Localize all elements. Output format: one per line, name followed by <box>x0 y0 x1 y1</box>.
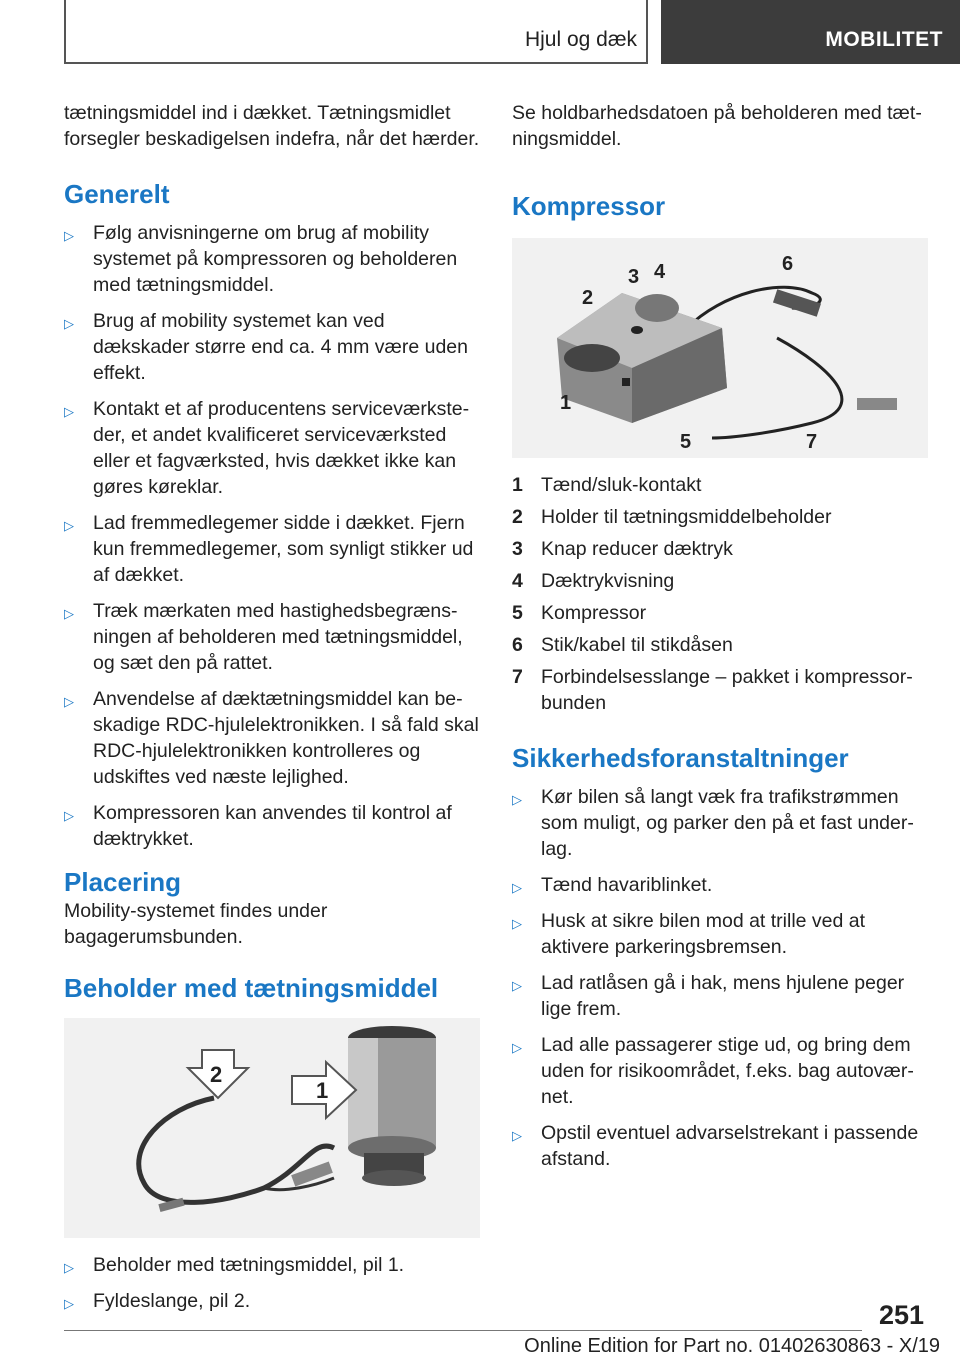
list-item: 3 Knap reducer dæktryk <box>512 538 733 560</box>
right-intro-text: Se holdbarhedsdatoen på beholderen med tætningsmiddel. <box>512 102 922 150</box>
list-item: 5 Kompressor <box>512 602 647 624</box>
list-item: 7 Forbindelsesslange – pakket i kompressorbunden <box>512 666 913 714</box>
list-item: ▷ Fyldeslange, pil 2. <box>64 1288 480 1314</box>
heading-kompressor: Kompressor <box>512 191 666 221</box>
fig-label-7: 7 <box>806 431 818 453</box>
triangle-bullet-icon: ▷ <box>64 808 74 823</box>
generelt-list <box>64 220 480 852</box>
heading-generelt: Generelt <box>64 179 170 209</box>
page-number: 251 <box>878 1300 924 1330</box>
fig-label-3: 3 <box>628 266 640 288</box>
triangle-bullet-icon: ▷ <box>64 228 74 243</box>
heading-sikkerhed: Sikkerhedsforanstaltninger <box>512 743 849 773</box>
footer-divider <box>64 1330 862 1331</box>
list-item: ▷ Kør bilen så langt væk fra trafikstrømmen som muligt, og parker den på et fast underlag. <box>512 786 914 860</box>
list-item: ▷ Lad alle passagerer stige ud, og bring dem uden for risikoområdet, f.eks. bag autoværnet. <box>512 1034 914 1108</box>
list-item: ▷ Beholder med tætningsmiddel, pil 1. <box>64 1252 480 1278</box>
list-item: 1 Tænd/sluk-kontakt <box>512 474 702 496</box>
list-item: ▷ Tænd havariblinket. <box>512 872 928 898</box>
triangle-bullet-icon: ▷ <box>512 1128 522 1143</box>
list-item: ▷ Lad ratlåsen gå i hak, mens hjulene peger lige frem. <box>512 972 905 1020</box>
list-item: 4 Dæktrykvisning <box>512 570 675 592</box>
fig-label-1: 1 <box>560 392 572 414</box>
triangle-bullet-icon: ▷ <box>64 606 74 621</box>
heading-placering: Placering <box>64 867 182 897</box>
beholder-figure <box>64 1018 480 1238</box>
sealant-container-illustration <box>64 1018 480 1238</box>
triangle-bullet-icon: ▷ <box>64 694 74 709</box>
kompressor-legend <box>512 472 928 716</box>
edition-text: Online Edition for Part no. 01402630863 - X/19 <box>524 1335 940 1357</box>
arrow-label-2: 2 <box>210 1062 223 1087</box>
arrow-label-1: 1 <box>316 1078 329 1103</box>
triangle-bullet-icon: ▷ <box>512 792 522 807</box>
list-item: ▷ Opstil eventuel advarselstrekant i passende afstand. <box>512 1122 919 1170</box>
heading-beholder: Beholder med tætningsmiddel <box>64 973 439 1003</box>
list-item: 6 Stik/kabel til stikdåsen <box>512 634 733 656</box>
list-item: ▷ Følg anvisningerne om brug af mobility systemet på kompressoren og beholderen med tætningsmiddel. <box>64 222 458 296</box>
page-header <box>0 0 960 66</box>
left-column <box>64 100 480 1324</box>
list-item: ▷ Brug af mobility systemet kan ved dækskader større end ca. 4 mm være uden effekt. <box>64 310 468 384</box>
sikkerhed-list <box>512 784 928 1172</box>
triangle-bullet-icon: ▷ <box>64 1296 74 1311</box>
section-title: Hjul og dæk <box>524 28 637 51</box>
beholder-list <box>64 1252 480 1314</box>
fig-label-6: 6 <box>782 253 794 275</box>
triangle-bullet-icon: ▷ <box>64 404 74 419</box>
triangle-bullet-icon: ▷ <box>64 518 74 533</box>
kompressor-figure <box>512 238 928 458</box>
list-item: ▷ Kontakt et af producentens serviceværksteder, et andet kvalificeret serviceværksted eller et fagværksted, hvis dækket ikke kan gøres køreklar. <box>64 398 470 498</box>
list-item: ▷ Anvendelse af dæktætningsmiddel kan beskadige RDC-hjulelektronikken. I så fald skal RDC-hjulelektronikken kontrolleres og udskiftes ved næste lejlighed. <box>64 688 479 788</box>
list-item: 2 Holder til tætningsmiddelbeholder <box>512 506 832 528</box>
compressor-illustration <box>512 238 928 458</box>
placering-text: Mobility-systemet findes under bagagerumsbunden. <box>64 900 328 948</box>
triangle-bullet-icon: ▷ <box>64 1260 74 1275</box>
triangle-bullet-icon: ▷ <box>512 880 522 895</box>
chapter-title: MOBILITET <box>825 28 943 51</box>
triangle-bullet-icon: ▷ <box>512 916 522 931</box>
fig-label-5: 5 <box>680 431 692 453</box>
triangle-bullet-icon: ▷ <box>512 1040 522 1055</box>
list-item: ▷ Husk at sikre bilen mod at trille ved at aktivere parkeringsbremsen. <box>512 910 866 958</box>
list-item: ▷ Træk mærkaten med hastighedsbegrænsningen af beholderen med tætningsmiddel, og sæt den på rattet. <box>64 600 463 674</box>
list-item: ▷ Kompressoren kan anvendes til kontrol af dæktrykket. <box>64 802 452 850</box>
left-intro-text: tætningsmiddel ind i dækket. Tætningsmidlet forsegler beskadigelsen indefra, når det hærder. <box>64 102 480 150</box>
chapter-tab <box>661 0 960 64</box>
fig-label-4: 4 <box>654 261 666 283</box>
list-item: ▷ Lad fremmedlegemer sidde i dækket. Fjern kun fremmedlegemer, som synligt stikker ud af dækket. <box>64 512 474 586</box>
triangle-bullet-icon: ▷ <box>512 978 522 993</box>
triangle-bullet-icon: ▷ <box>64 316 74 331</box>
right-column <box>512 100 928 1182</box>
fig-label-2: 2 <box>582 287 594 309</box>
